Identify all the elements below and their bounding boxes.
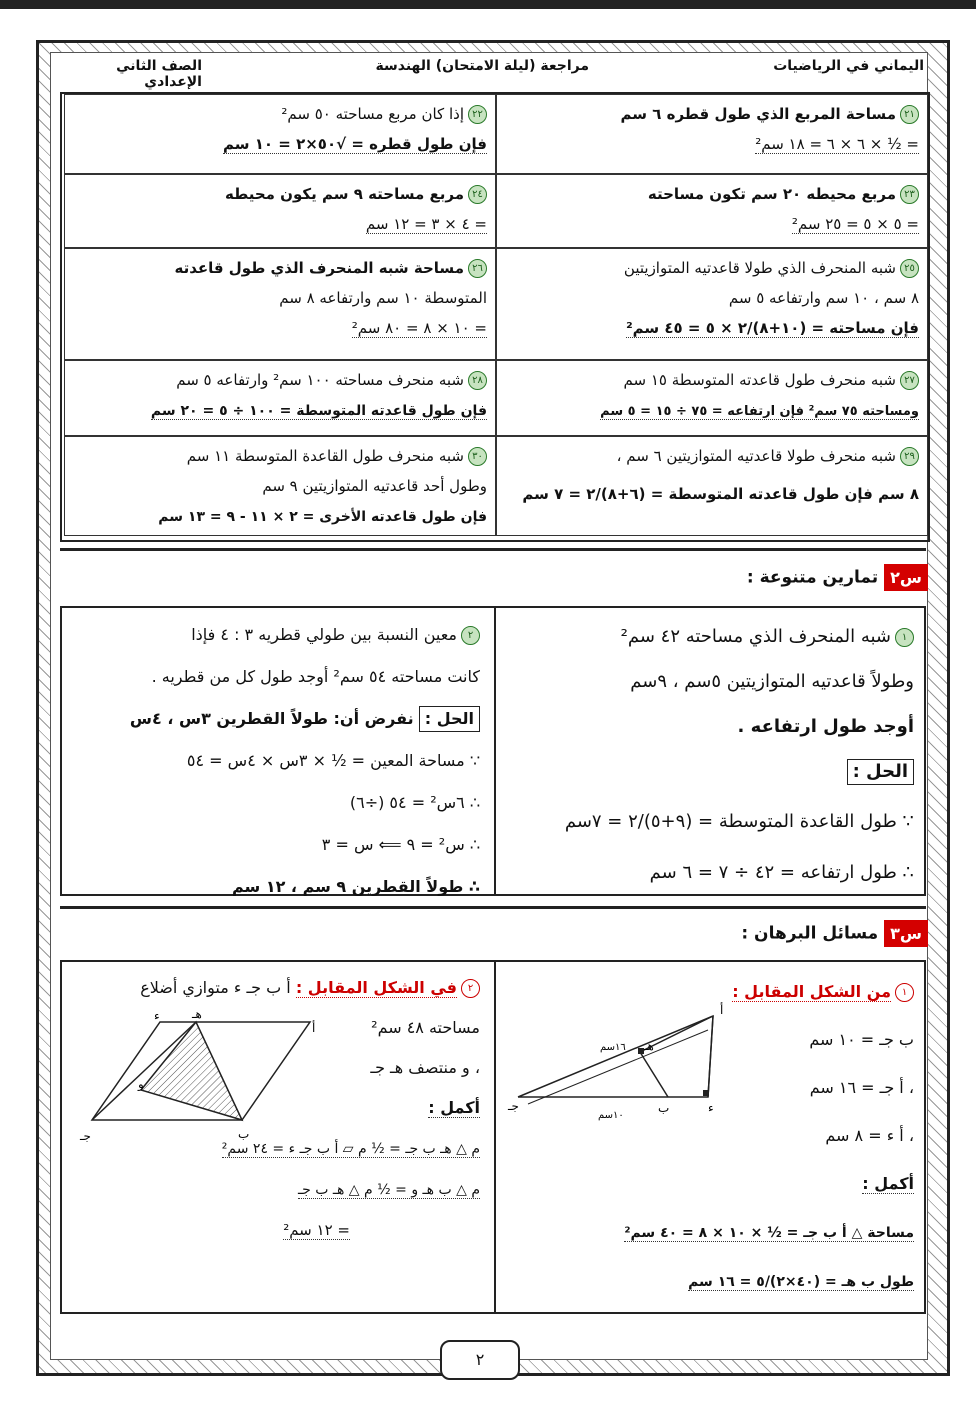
cell-text: مساحة المربع الذي طول قطره ٦ سم <box>620 105 896 123</box>
altitude-bh <box>640 1052 668 1097</box>
q3-tag: س٣ <box>884 920 928 947</box>
cell-text: شبه منحرف طول القاعدة المتوسطة ١١ سم <box>186 447 464 465</box>
item-number: ١ <box>895 983 914 1002</box>
header-title: مراجعة (ليلة الامتحان) الهندسة <box>375 58 589 74</box>
item-number: ٢ <box>461 626 480 645</box>
item-number: ٢٦ <box>468 259 487 278</box>
cell-text: شبه منحرف طول قاعدته المتوسطة ١٥ سم <box>623 371 896 389</box>
solution-step: ∴ طول ارتفاعه = ٤٢ ÷ ٧ = ٦ سم <box>649 862 914 883</box>
item-number: ٢ <box>461 979 480 998</box>
answer-line: طول ب هـ = (٤٠×٢)/٥ = ١٦ سم <box>688 1274 914 1290</box>
answer-line: مساحة △ أ ب جـ = ½ × ١٠ × ٨ = ٤٠ سم² <box>624 1225 914 1241</box>
cell-23 <box>496 174 928 248</box>
problem-text: وطولاً قاعدتيه المتوازيتين ٥سم ، ٩سم <box>630 671 914 692</box>
triangle-abc <box>518 1016 713 1097</box>
cell-answer: ومساحته ٧٥ سم² فإن ارتفاعه = ٧٥ ÷ ١٥ = ٥ سم <box>600 404 919 419</box>
problem-text: شبه المنحرف الذي مساحته ٤٢ سم² <box>620 626 891 647</box>
section-divider <box>60 548 926 551</box>
page-number: ٢ <box>440 1340 520 1380</box>
problem-text: أوجد طول ارتفاعه . <box>737 716 914 737</box>
given-line: أ ب جـ ء متوازي أضلاع <box>140 978 291 997</box>
cell-text: ٨ سم ، ١٠ سم وارتفاعه ٥ سم <box>728 289 919 307</box>
cell-25 <box>496 248 928 360</box>
figure-1 <box>508 1002 748 1122</box>
cell-text: مساحة شبه المنحرف الذي طول قاعدته <box>174 259 464 277</box>
item-number: ٣٠ <box>468 447 487 466</box>
cell-text: شبه المنحرف الذي طولا قاعدتيه المتوازيتين <box>623 259 896 277</box>
item-number: ٢٧ <box>900 371 919 390</box>
given-line: ، أ جـ = ١٦ سم <box>809 1078 914 1097</box>
q2-problem-2 <box>60 608 490 914</box>
label-a: أ <box>312 1021 316 1035</box>
problem-heading: في الشكل المقابل : <box>295 978 457 997</box>
cell-text: مربع محيطه ٢٠ سم تكون مساحته <box>647 185 896 203</box>
item-number: ٢٩ <box>900 447 919 466</box>
cell-answer: فإن طول قاعدته المتوسطة = ١٠٠ ÷ ٥ = ٢٠ سم <box>150 403 487 419</box>
cell-answer: = ١٠ × ٨ = ٨٠ سم² <box>351 319 487 337</box>
q2-problem-1 <box>492 608 924 901</box>
header-grade: الصف الثاني الإعدادي <box>116 58 202 90</box>
answer-line: م △ هـ ب جـ = ½ م ▱ أ ب جـ ء = ٢٤ سم² <box>221 1141 480 1157</box>
cell-text: شبه منحرف طولا قاعدتيه المتوازيتين ٦ سم ، <box>616 447 896 465</box>
altitude-ad <box>708 1016 713 1097</box>
label-b: ب <box>658 1101 670 1115</box>
cell-text: المتوسطة ١٠ سم وارتفاعه ٨ سم <box>279 289 487 307</box>
label-h: هـ <box>192 1007 202 1021</box>
item-number: ٢٥ <box>900 259 919 278</box>
cell-text: مربع مساحته ٩ سم يكون محيطه <box>225 185 464 203</box>
solution-label: الحل : <box>419 706 480 732</box>
solution-step: ∵ طول القاعدة المتوسطة = (٩+٥)/٢ = ٧سم <box>564 811 914 832</box>
label-w: و <box>138 1077 144 1091</box>
cell-answer: = ٤ × ٣ = ١٢ سم <box>365 215 487 233</box>
top-bar <box>0 0 976 9</box>
cell-answer: فإن مساحته = (١٠+٨)/٢ × ٥ = ٤٥ سم² <box>626 319 919 337</box>
given-line: مساحته ٤٨ سم² <box>371 1018 480 1037</box>
shaded-triangle <box>141 1022 242 1120</box>
item-number: ٢٨ <box>468 371 487 390</box>
given-line: ب جـ = ١٠ سم <box>809 1030 914 1049</box>
cell-answer: فإن طول قطره = √٥٠×٢ = ١٠ سم <box>222 135 487 153</box>
solution-step: ∴ س² = ٩ ⟸ س = ٣ <box>321 835 480 854</box>
q3-heading <box>741 920 928 947</box>
cell-text: شبه منحرف مساحته ١٠٠ سم² وارتفاعه ٥ سم <box>176 371 464 389</box>
solution-step: ∴ طولاً القطرين ٩ سم ، ١٢ سم <box>231 877 480 896</box>
cell-24 <box>64 174 496 248</box>
problem-heading: من الشكل المقابل : <box>732 982 891 1001</box>
label-d: ء <box>708 1101 714 1115</box>
label-c: جـ <box>80 1129 91 1143</box>
cell-26 <box>64 248 496 360</box>
cell-30 <box>64 436 496 536</box>
item-number: ٢٢ <box>468 105 487 124</box>
answer-line: م △ ب هـ و = ½ م △ هـ ب جـ <box>298 1182 480 1198</box>
item-number: ٢٣ <box>900 185 919 204</box>
header-author: اليماني في الرياضيات <box>773 58 924 74</box>
cell-answer: ٨ سم فإن طول قاعدته المتوسطة = (٦+٨)/٢ = ٧ سم <box>522 485 919 503</box>
q3-box <box>60 960 926 1314</box>
solution-label: الحل : <box>847 759 914 785</box>
item-number: ٢٤ <box>468 185 487 204</box>
label-b: ب <box>238 1127 250 1141</box>
label-a: أ <box>720 1003 724 1017</box>
q2-title: تمارين متنوعة : <box>746 567 879 588</box>
review-grid <box>60 92 930 542</box>
figure-2 <box>76 1007 316 1143</box>
cell-28 <box>64 360 496 436</box>
complete-label: أكمل : <box>428 1098 480 1117</box>
q3-title: مسائل البرهان : <box>741 923 879 944</box>
problem-text: كانت مساحته ٥٤ سم² أوجد طول كل من قطريه . <box>151 667 480 686</box>
q2-box <box>60 606 926 896</box>
cell-27 <box>496 360 928 436</box>
label-d: ء <box>154 1009 160 1023</box>
label-c: جـ <box>508 1099 519 1113</box>
cell-answer: فإن طول قاعدته الأخرى = ٢ × ١١ - ٩ = ١٣ سم <box>158 509 487 525</box>
cell-29 <box>496 436 928 536</box>
right-angle-mark <box>703 1090 709 1096</box>
complete-label: أكمل : <box>862 1174 914 1193</box>
problem-text: معين النسبة بين طولي قطريه ٣ : ٤ فإذا <box>191 625 457 644</box>
item-number: ٢١ <box>900 105 919 124</box>
page-header <box>62 56 924 90</box>
solution-step: ∵ مساحة المعين = ½ × ٣س × ٤س = ٥٤ <box>186 751 480 770</box>
given-line: ، أ ء = ٨ سم <box>825 1126 914 1145</box>
item-number: ١ <box>895 628 914 647</box>
cell-text: إذا كان مربع مساحته ٥٠ سم² <box>281 105 464 123</box>
length-label: ١٠سم <box>598 1110 624 1121</box>
cell-22 <box>64 94 496 174</box>
q2-tag: س٢ <box>884 564 928 591</box>
cell-answer: = ½ × ٦ × ٦ = ١٨ سم² <box>755 135 919 153</box>
length-label: ١٦سم <box>600 1042 626 1053</box>
section-divider <box>60 906 926 909</box>
cell-text: وطول أحد قاعدتيه المتوازيتين ٩ سم <box>262 477 487 495</box>
answer-line: = ١٢ سم² <box>283 1221 350 1239</box>
q2-heading <box>747 564 928 591</box>
solution-step: ∴ ٦س² = ٥٤ (÷٦) <box>349 793 480 812</box>
solution-step: نفرض أن: طولاً القطرين ٣س ، ٤س <box>129 709 414 728</box>
cell-21 <box>496 94 928 174</box>
label-h: هـ <box>644 1039 654 1053</box>
given-line: ، و منتصف هـ جـ <box>370 1058 480 1077</box>
cell-answer: = ٥ × ٥ = ٢٥ سم² <box>791 215 919 233</box>
